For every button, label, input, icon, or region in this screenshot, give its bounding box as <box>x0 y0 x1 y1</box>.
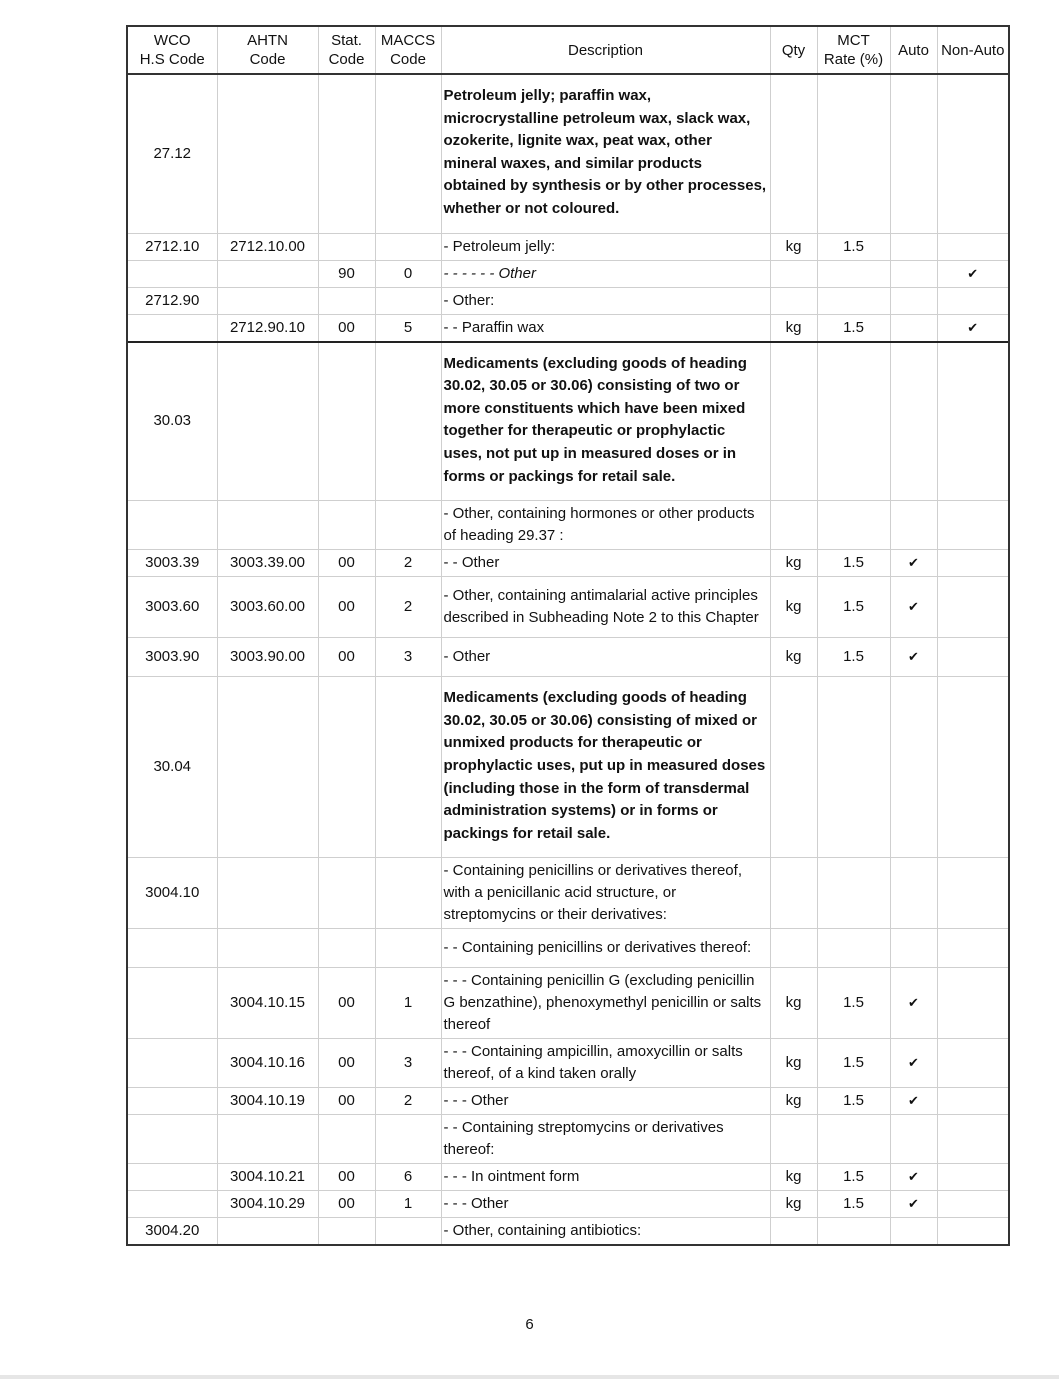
cell-auto <box>890 342 937 501</box>
cell-desc: - - - In ointment form <box>441 1164 770 1191</box>
table-row <box>127 1218 1009 1246</box>
cell-mct <box>817 342 890 501</box>
table-row <box>127 342 1009 501</box>
cell-auto <box>890 287 937 314</box>
header-stat: Stat. Code <box>318 26 375 74</box>
checkmark-icon: ✔ <box>937 260 1009 287</box>
cell-desc: - - Other <box>441 550 770 577</box>
cell-nonauto <box>937 501 1009 550</box>
cell-stat: 90 <box>318 260 375 287</box>
table-row <box>127 677 1009 858</box>
cell-maccs <box>375 233 441 260</box>
checkmark-icon: ✔ <box>890 638 937 677</box>
cell-mct: 1.5 <box>817 550 890 577</box>
table-row <box>127 74 1009 233</box>
cell-qty: kg <box>770 577 817 638</box>
checkmark-icon: ✔ <box>890 577 937 638</box>
cell-auto <box>890 929 937 968</box>
cell-qty <box>770 74 817 233</box>
cell-nonauto <box>937 1218 1009 1246</box>
cell-nonauto <box>937 968 1009 1039</box>
cell-ahtn: 3004.10.16 <box>217 1039 318 1088</box>
cell-auto <box>890 314 937 342</box>
cell-qty: kg <box>770 314 817 342</box>
cell-stat <box>318 929 375 968</box>
cell-wco: 27.12 <box>127 74 217 233</box>
cell-wco: 2712.90 <box>127 287 217 314</box>
cell-wco: 30.04 <box>127 677 217 858</box>
header-qty: Qty <box>770 26 817 74</box>
cell-qty: kg <box>770 1191 817 1218</box>
cell-auto <box>890 1115 937 1164</box>
cell-ahtn: 3003.39.00 <box>217 550 318 577</box>
cell-stat: 00 <box>318 638 375 677</box>
cell-stat <box>318 233 375 260</box>
cell-qty <box>770 501 817 550</box>
table-row <box>127 929 1009 968</box>
page-number: 6 <box>525 1316 534 1333</box>
table-row <box>127 260 1009 287</box>
checkmark-icon: ✔ <box>890 1088 937 1115</box>
cell-nonauto <box>937 1115 1009 1164</box>
cell-ahtn: 2712.10.00 <box>217 233 318 260</box>
cell-ahtn: 3004.10.21 <box>217 1164 318 1191</box>
cell-qty: kg <box>770 638 817 677</box>
cell-nonauto <box>937 929 1009 968</box>
cell-stat: 00 <box>318 1164 375 1191</box>
cell-maccs: 6 <box>375 1164 441 1191</box>
cell-maccs <box>375 929 441 968</box>
cell-wco: 3003.39 <box>127 550 217 577</box>
cell-stat: 00 <box>318 550 375 577</box>
cell-mct: 1.5 <box>817 1164 890 1191</box>
cell-wco <box>127 1164 217 1191</box>
cell-maccs <box>375 342 441 501</box>
header-wco: WCO H.S Code <box>127 26 217 74</box>
cell-maccs <box>375 677 441 858</box>
cell-mct: 1.5 <box>817 314 890 342</box>
cell-ahtn <box>217 677 318 858</box>
cell-desc: Petroleum jelly; paraffin wax, microcrystalline petroleum wax, slack wax, ozokerite, lignite wax, peat wax, other mineral waxes, and similar products obtained by synthesis or by other processes, whether or not coloured. <box>441 74 770 233</box>
cell-maccs <box>375 287 441 314</box>
cell-desc: Medicaments (excluding goods of heading 30.02, 30.05 or 30.06) consisting of mixed or unmixed products for therapeutic or prophylactic uses, put up in measured doses (including those in the form of transdermal administration systems) or in forms or packings for retail sale. <box>441 677 770 858</box>
cell-qty: kg <box>770 233 817 260</box>
cell-qty: kg <box>770 550 817 577</box>
cell-maccs <box>375 1218 441 1246</box>
cell-nonauto <box>937 577 1009 638</box>
cell-wco <box>127 1191 217 1218</box>
cell-ahtn: 3004.10.15 <box>217 968 318 1039</box>
cell-ahtn <box>217 287 318 314</box>
cell-nonauto <box>937 1164 1009 1191</box>
cell-mct <box>817 74 890 233</box>
cell-wco <box>127 260 217 287</box>
cell-wco: 2712.10 <box>127 233 217 260</box>
cell-desc: - Other: <box>441 287 770 314</box>
cell-mct <box>817 1115 890 1164</box>
cell-auto <box>890 858 937 929</box>
table-row <box>127 314 1009 342</box>
cell-stat: 00 <box>318 1039 375 1088</box>
table-row <box>127 858 1009 929</box>
cell-ahtn <box>217 1115 318 1164</box>
cell-desc: - Petroleum jelly: <box>441 233 770 260</box>
cell-ahtn: 3003.90.00 <box>217 638 318 677</box>
header-mct: MCT Rate (%) <box>817 26 890 74</box>
cell-nonauto <box>937 233 1009 260</box>
cell-ahtn: 2712.90.10 <box>217 314 318 342</box>
cell-qty <box>770 1115 817 1164</box>
cell-stat <box>318 287 375 314</box>
cell-qty: kg <box>770 1088 817 1115</box>
table-row <box>127 1191 1009 1218</box>
checkmark-icon: ✔ <box>890 550 937 577</box>
header-auto: Auto <box>890 26 937 74</box>
tariff-body <box>127 74 1009 1245</box>
cell-desc: - - - - - - Other <box>441 260 770 287</box>
cell-maccs: 3 <box>375 1039 441 1088</box>
cell-auto <box>890 74 937 233</box>
cell-ahtn <box>217 74 318 233</box>
cell-mct <box>817 501 890 550</box>
table-row <box>127 968 1009 1039</box>
checkmark-icon: ✔ <box>890 1191 937 1218</box>
cell-stat <box>318 1115 375 1164</box>
cell-auto <box>890 1218 937 1246</box>
cell-qty: kg <box>770 1039 817 1088</box>
cell-auto <box>890 233 937 260</box>
cell-mct: 1.5 <box>817 968 890 1039</box>
cell-desc: - Other, containing hormones or other products of heading 29.37 : <box>441 501 770 550</box>
cell-desc: - - - Containing ampicillin, amoxycillin or salts thereof, of a kind taken orally <box>441 1039 770 1088</box>
cell-maccs <box>375 74 441 233</box>
cell-qty <box>770 287 817 314</box>
cell-desc: - - - Containing penicillin G (excluding penicillin G benzathine), phenoxymethyl penicillin or salts thereof <box>441 968 770 1039</box>
cell-ahtn: 3003.60.00 <box>217 577 318 638</box>
cell-ahtn <box>217 342 318 501</box>
cell-ahtn <box>217 858 318 929</box>
cell-wco <box>127 929 217 968</box>
cell-wco <box>127 968 217 1039</box>
cell-maccs: 2 <box>375 1088 441 1115</box>
cell-stat <box>318 501 375 550</box>
cell-mct <box>817 929 890 968</box>
cell-mct: 1.5 <box>817 577 890 638</box>
cell-nonauto <box>937 550 1009 577</box>
cell-auto <box>890 677 937 858</box>
table-row <box>127 638 1009 677</box>
cell-maccs: 1 <box>375 968 441 1039</box>
table-row <box>127 577 1009 638</box>
header-description: Description <box>441 26 770 74</box>
cell-wco: 3003.60 <box>127 577 217 638</box>
cell-nonauto <box>937 74 1009 233</box>
cell-nonauto <box>937 342 1009 501</box>
cell-desc: - - Containing streptomycins or derivatives thereof: <box>441 1115 770 1164</box>
cell-qty <box>770 1218 817 1246</box>
cell-maccs: 2 <box>375 550 441 577</box>
cell-maccs: 5 <box>375 314 441 342</box>
table-row <box>127 287 1009 314</box>
cell-maccs: 0 <box>375 260 441 287</box>
tariff-table <box>126 25 1010 1246</box>
cell-stat: 00 <box>318 968 375 1039</box>
header-row <box>127 26 1009 74</box>
cell-stat <box>318 1218 375 1246</box>
cell-nonauto <box>937 287 1009 314</box>
header-ahtn: AHTN Code <box>217 26 318 74</box>
cell-stat: 00 <box>318 1088 375 1115</box>
table-row <box>127 233 1009 260</box>
cell-ahtn: 3004.10.19 <box>217 1088 318 1115</box>
cell-stat <box>318 342 375 501</box>
cell-desc: - - Containing penicillins or derivatives thereof: <box>441 929 770 968</box>
cell-nonauto <box>937 1191 1009 1218</box>
table-row <box>127 1039 1009 1088</box>
cell-desc: Medicaments (excluding goods of heading 30.02, 30.05 or 30.06) consisting of two or more constituents which have been mixed together for therapeutic or prophylactic uses, not put up in measured doses or in forms or packings for retail sale. <box>441 342 770 501</box>
cell-qty <box>770 929 817 968</box>
cell-wco <box>127 1088 217 1115</box>
cell-nonauto <box>937 677 1009 858</box>
cell-wco <box>127 1115 217 1164</box>
cell-maccs: 1 <box>375 1191 441 1218</box>
header-maccs: MACCS Code <box>375 26 441 74</box>
cell-stat <box>318 74 375 233</box>
cell-stat: 00 <box>318 314 375 342</box>
cell-mct: 1.5 <box>817 1039 890 1088</box>
cell-wco: 30.03 <box>127 342 217 501</box>
cell-nonauto <box>937 858 1009 929</box>
cell-maccs: 3 <box>375 638 441 677</box>
table-row <box>127 1164 1009 1191</box>
cell-ahtn: 3004.10.29 <box>217 1191 318 1218</box>
cell-wco <box>127 314 217 342</box>
cell-desc: - Containing penicillins or derivatives thereof, with a penicillanic acid structure, or streptomycins or their derivatives: <box>441 858 770 929</box>
cell-mct <box>817 260 890 287</box>
cell-wco <box>127 501 217 550</box>
checkmark-icon: ✔ <box>890 968 937 1039</box>
cell-stat: 00 <box>318 1191 375 1218</box>
cell-qty: kg <box>770 1164 817 1191</box>
header-nonauto: Non-Auto <box>937 26 1009 74</box>
cell-qty <box>770 677 817 858</box>
cell-wco: 3004.10 <box>127 858 217 929</box>
cell-qty: kg <box>770 968 817 1039</box>
cell-maccs <box>375 858 441 929</box>
cell-wco: 3003.90 <box>127 638 217 677</box>
cell-wco: 3004.20 <box>127 1218 217 1246</box>
cell-ahtn <box>217 501 318 550</box>
cell-ahtn <box>217 260 318 287</box>
cell-mct: 1.5 <box>817 233 890 260</box>
cell-qty <box>770 342 817 501</box>
cell-mct <box>817 858 890 929</box>
cell-desc: - - - Other <box>441 1191 770 1218</box>
cell-stat <box>318 858 375 929</box>
cell-stat <box>318 677 375 858</box>
cell-desc: - - Paraffin wax <box>441 314 770 342</box>
table-row <box>127 1088 1009 1115</box>
checkmark-icon: ✔ <box>890 1039 937 1088</box>
table-row <box>127 550 1009 577</box>
cell-maccs: 2 <box>375 577 441 638</box>
cell-ahtn <box>217 1218 318 1246</box>
page-bottom-edge <box>0 1375 1059 1379</box>
cell-mct: 1.5 <box>817 1088 890 1115</box>
checkmark-icon: ✔ <box>890 1164 937 1191</box>
cell-mct: 1.5 <box>817 1191 890 1218</box>
cell-qty <box>770 858 817 929</box>
cell-maccs <box>375 501 441 550</box>
table-row <box>127 501 1009 550</box>
cell-desc: - - - Other <box>441 1088 770 1115</box>
cell-nonauto <box>937 638 1009 677</box>
cell-nonauto <box>937 1039 1009 1088</box>
cell-maccs <box>375 1115 441 1164</box>
cell-mct <box>817 1218 890 1246</box>
cell-desc: - Other, containing antibiotics: <box>441 1218 770 1246</box>
cell-qty <box>770 260 817 287</box>
table-row <box>127 1115 1009 1164</box>
cell-mct: 1.5 <box>817 638 890 677</box>
cell-stat: 00 <box>318 577 375 638</box>
cell-desc: - Other <box>441 638 770 677</box>
cell-mct <box>817 287 890 314</box>
cell-auto <box>890 501 937 550</box>
cell-wco <box>127 1039 217 1088</box>
cell-desc: - Other, containing antimalarial active principles described in Subheading Note 2 to this Chapter <box>441 577 770 638</box>
cell-nonauto <box>937 1088 1009 1115</box>
cell-ahtn <box>217 929 318 968</box>
checkmark-icon: ✔ <box>937 314 1009 342</box>
cell-auto <box>890 260 937 287</box>
cell-mct <box>817 677 890 858</box>
